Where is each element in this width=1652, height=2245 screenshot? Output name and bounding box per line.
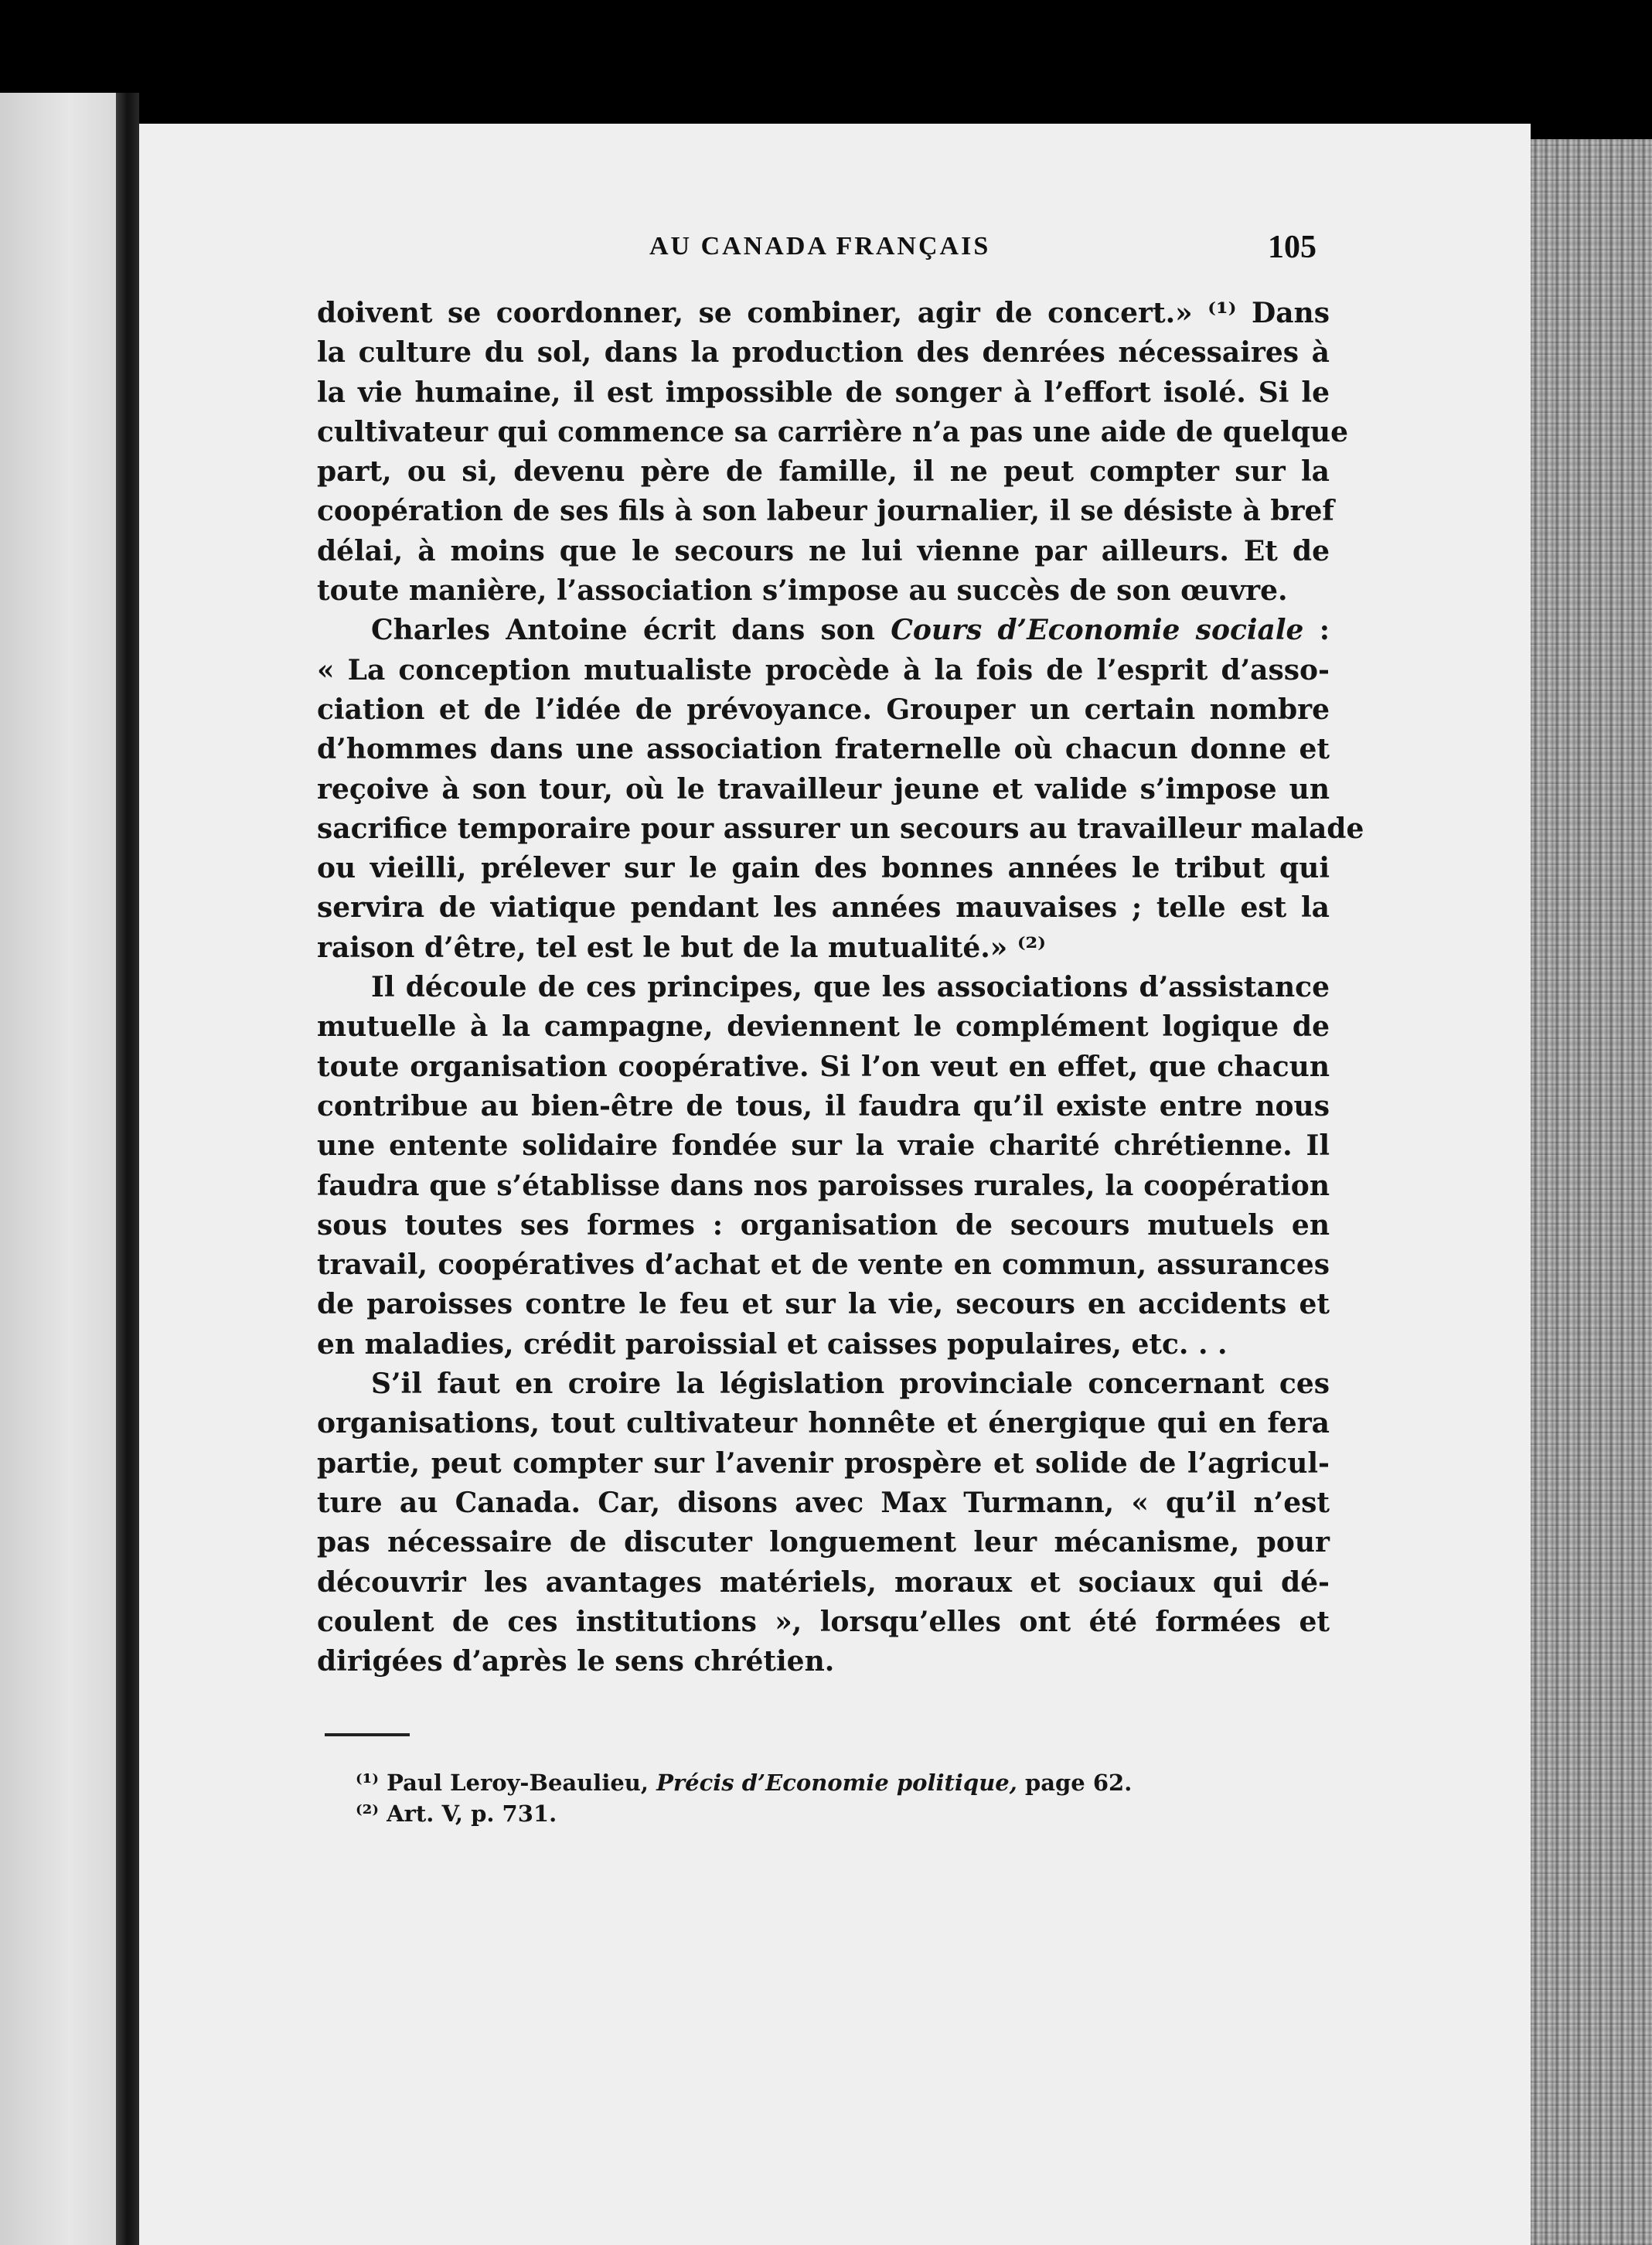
text-line: toute manière, l’association s’impose au succès de son œuvre.: [317, 574, 1288, 608]
text-line: part, ou si, devenu père de famille, il ne peut compter sur la: [317, 455, 1330, 489]
text-line: S’il faut en croire la législation provinciale concernant ces: [371, 1368, 1330, 1401]
footnote-title: Précis d’Economie politique,: [656, 1770, 1017, 1796]
text-line: partie, peut compter sur l’avenir prospère et solide de l’agricul-: [317, 1446, 1330, 1480]
book-gutter: [116, 93, 139, 2245]
footnote-1: [356, 1767, 1132, 1798]
text-line: « La conception mutualiste procède à la fois de l’esprit d’asso-: [317, 653, 1330, 686]
text-line: contribue au bien-être de tous, il faudra qu’il existe entre nous: [317, 1089, 1330, 1122]
page-number: 105: [1268, 230, 1316, 265]
footnote-marker: ⁽²⁾: [356, 1800, 379, 1827]
text-line: en maladies, crédit paroissial et caisses populaires, etc. . .: [317, 1327, 1228, 1361]
text-line: une entente solidaire fondée sur la vraie charité chrétienne. Il: [317, 1129, 1330, 1163]
page-fore-edge: [1531, 139, 1652, 2245]
text-line: doivent se coordonner, se combiner, agir de concert.» ⁽¹⁾ Dans: [317, 297, 1330, 329]
text-line: la vie humaine, il est impossible de songer à l’effort isolé. Si le: [317, 376, 1330, 409]
text-line: pas nécessaire de discuter longuement leur mécanisme, pour: [317, 1526, 1330, 1559]
body-text: [317, 294, 1364, 1681]
footnote-text: Art. V, p. 731.: [387, 1800, 557, 1827]
text-line: toute organisation coopérative. Si l’on veut en effet, que chacun: [317, 1050, 1330, 1083]
text-segment: Charles Antoine écrit dans son: [371, 614, 875, 647]
text-line: coopération de ses fils à son labeur journalier, il se désiste à bref: [317, 495, 1334, 528]
footnote-marker: ⁽¹⁾: [356, 1770, 379, 1796]
text-line: découvrir les avantages matériels, moraux et sociaux qui dé-: [317, 1565, 1330, 1599]
text-line: coulent de ces institutions », lorsqu’elles ont été formées et: [317, 1605, 1330, 1638]
footnote-page: page 62.: [1024, 1770, 1133, 1796]
text-line: délai, à moins que le secours ne lui vienne par ailleurs. Et de: [317, 534, 1330, 567]
text-line: Il découle de ces principes, que les associations d’assistance: [371, 971, 1330, 1004]
running-head: AU CANADA FRANÇAIS: [649, 232, 991, 261]
text-line: [317, 611, 1330, 650]
book-title: Cours d’Economie sociale: [891, 614, 1304, 647]
text-line: faudra que s’établisse dans nos paroisses rurales, la coopération: [317, 1169, 1330, 1202]
text-line: ciation et de l’idée de prévoyance. Grouper un certain nombre: [317, 693, 1330, 726]
fore-edge-texture: [1531, 139, 1652, 2245]
text-line: d’hommes dans une association fraternelle où chacun donne et: [317, 733, 1330, 766]
text-line: travail, coopératives d’achat et de vente en commun, assurances: [317, 1249, 1330, 1282]
footnote-author: Paul Leroy-Beaulieu,: [387, 1770, 649, 1796]
text-line: mutuelle à la campagne, deviennent le complément logique de: [317, 1010, 1330, 1044]
text-line: sous toutes ses formes : organisation de secours mutuels en: [317, 1208, 1330, 1242]
text-line: ture au Canada. Car, disons avec Max Turmann, « qu’il n’est: [317, 1486, 1330, 1519]
facing-page-edge: [0, 93, 116, 2245]
footnote-2: [356, 1798, 1132, 1829]
text-line: la culture du sol, dans la production des denrées nécessaires à: [317, 336, 1330, 370]
text-line: cultivateur qui commence sa carrière n’a pas une aide de quelque: [317, 415, 1348, 448]
footnote-rule: [325, 1733, 410, 1736]
text-line: ou vieilli, prélever sur le gain des bonnes années le tribut qui: [317, 852, 1330, 885]
footnotes: [356, 1767, 1132, 1829]
text-line: raison d’être, tel est le but de la mutualité.» ⁽²⁾: [317, 931, 1047, 964]
text-line: sacrifice temporaire pour assurer un secours au travailleur malade: [317, 812, 1364, 845]
text-line: de paroisses contre le feu et sur la vie, secours en accidents et: [317, 1288, 1330, 1321]
text-line: reçoive à son tour, où le travailleur jeune et valide s’impose un: [317, 772, 1330, 806]
text-line: organisations, tout cultivateur honnête et énergique qui en fera: [317, 1407, 1330, 1440]
text-segment: :: [1303, 614, 1330, 647]
text-line: dirigées d’après le sens chrétien.: [317, 1645, 835, 1678]
text-line: servira de viatique pendant les années mauvaises ; telle est la: [317, 891, 1330, 925]
